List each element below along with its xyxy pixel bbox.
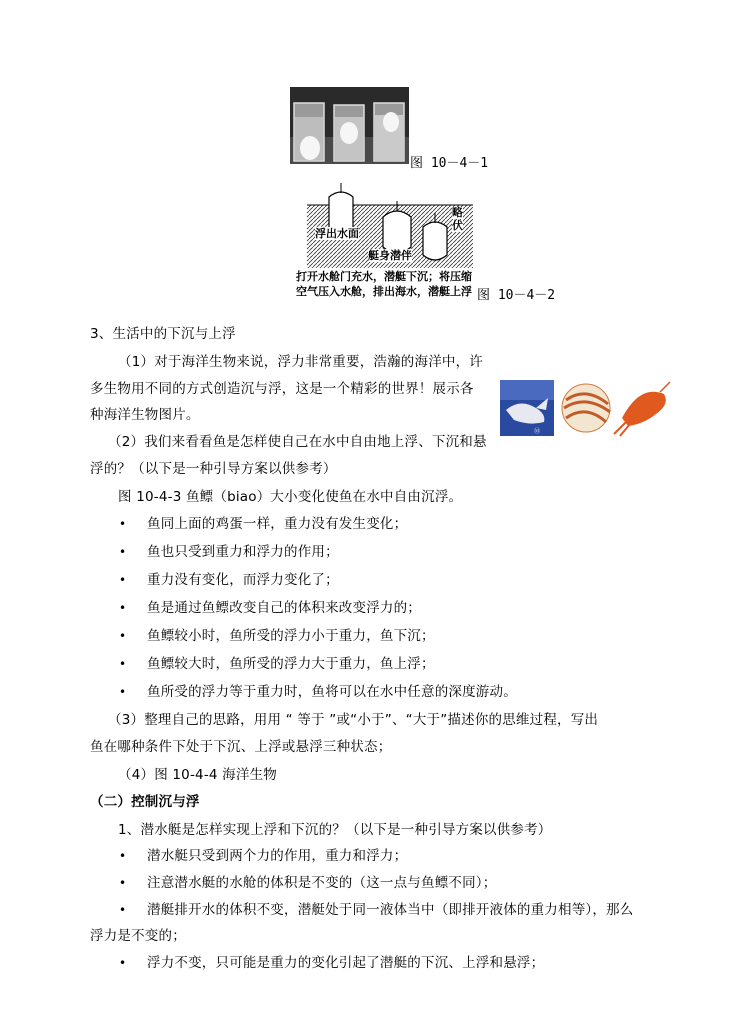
figure-caption-10-4-1: 图 10－4－1 <box>410 156 489 171</box>
p2-line1: （2）我们来看看鱼是怎样使自己在水中自由地上浮、下沉和悬 <box>108 434 487 450</box>
bullet-marker: • <box>119 517 127 531</box>
bullet-marker: • <box>119 601 127 615</box>
bullet-marker: • <box>119 903 127 917</box>
p3-line2: 鱼在哪种条件下处于下沉、上浮或悬浮三种状态； <box>90 739 392 755</box>
section-3-title: 3、生活中的下沉与上浮 <box>90 326 236 342</box>
bullet-item: 注意潜水艇的水舱的体积是不变的（这一点与鱼鳔不同）； <box>147 875 497 891</box>
q1-line: 1、潜水艇是怎样实现上浮和下沉的？（以下是一种引导方案以供参考） <box>118 822 552 838</box>
figure-caption-10-4-2: 图 10－4－2 <box>477 288 556 303</box>
bullet-marker: • <box>119 573 127 587</box>
figure-10-4-3-line: 图 10-4-3 鱼鳔（biao）大小变化使鱼在水中自由沉浮。 <box>118 489 463 505</box>
p4-line: （4）图 10-4-4 海洋生物 <box>118 767 277 783</box>
marine-creatures-image <box>500 378 672 438</box>
bullet-item: 潜水艇只受到两个力的作用，重力和浮力； <box>147 848 408 864</box>
label-float-out: 浮出水面 <box>315 227 359 240</box>
section-2-title: （二）控制沉与浮 <box>90 794 200 810</box>
bullet-marker: • <box>119 956 127 970</box>
submarine-caption-line2: 空气压入水舱，排出海水，潜艇上浮 <box>296 285 472 298</box>
bullet-item: 鱼鳔较大时，鱼所受的浮力大于重力，鱼上浮； <box>147 656 435 672</box>
bullet-item: 重力没有变化，而浮力变化了； <box>147 572 339 588</box>
p1-line1: （1）对于海洋生物来说，浮力非常重要，浩瀚的海洋中，许 <box>118 354 483 370</box>
bullet-item: 浮力不变，只可能是重力的变化引起了潜艇的下沉、上浮和悬浮； <box>147 955 545 971</box>
label-fu2: 伏 <box>452 219 463 232</box>
bullet-item: 鱼是通过鱼鳔改变自己的体积来改变浮力的； <box>147 600 421 616</box>
bullet-marker: • <box>119 685 127 699</box>
label-fu: 略 <box>452 206 463 219</box>
bullet-marker: • <box>119 657 127 671</box>
p2-line2: 浮的？（以下是一种引导方案以供参考） <box>90 461 337 477</box>
p1-line2: 多生物用不同的方式创造沉与浮，这是一个精彩的世界！展示各 <box>90 381 474 397</box>
svg-text:Ⓜ: Ⓜ <box>534 428 541 435</box>
p1-line3: 种海洋生物图片。 <box>90 407 200 423</box>
eggs-photo <box>290 87 409 164</box>
submarine-diagram <box>305 183 475 270</box>
bullet-marker: • <box>119 849 127 863</box>
bullet-marker: • <box>119 545 127 559</box>
bullet-item: 鱼也只受到重力和浮力的作用； <box>147 544 339 560</box>
bullet-item: 鱼同上面的鸡蛋一样，重力没有发生变化； <box>147 516 408 532</box>
bullet-item: 鱼所受的浮力等于重力时，鱼将可以在水中任意的深度游动。 <box>147 684 517 700</box>
p3-line1: （3）整理自己的思路，用用 “ 等于 ”或“小于”、“大于”描述你的思维过程，写出 <box>108 712 599 728</box>
bullet-marker: • <box>119 876 127 890</box>
bullet-item: 潜艇排开水的体积不变，潜艇处于同一液体当中（即排开液体的重力相等），那么 <box>147 902 634 918</box>
bullet-item-continuation: 浮力是不变的； <box>90 928 186 944</box>
bullet-marker: • <box>119 629 127 643</box>
bullet-item: 鱼鳔较小时，鱼所受的浮力小于重力，鱼下沉； <box>147 628 435 644</box>
label-fullbody: 艇身潜伴 <box>368 249 412 262</box>
submarine-caption-line1: 打开水舱门充水，潜艇下沉；将压缩 <box>296 270 472 283</box>
